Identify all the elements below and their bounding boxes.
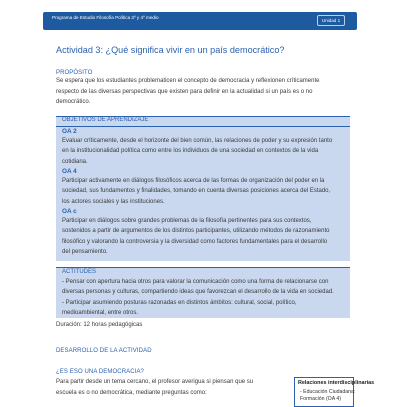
duration: Duración: 12 horas pedagógicas [56, 322, 143, 328]
unit-badge: Unidad 1 [317, 15, 345, 26]
oa-line: del pensamiento. [62, 249, 108, 256]
attitudes-label: ACTITUDES [62, 269, 97, 275]
oa-code: OA 2 [62, 128, 77, 135]
question-heading: ¿ES ESO UNA DEMOCRACIA? [56, 369, 144, 375]
oa-line: filosófico y valorando la controversia y la diversidad como factores fundamentales para el desarrollo [62, 238, 328, 245]
purpose-line: respecto de las diversas perspectivas que existen para definir en la actualidad si un país es o no [56, 88, 313, 95]
purpose-line: democrático. [56, 99, 91, 106]
objectives-sub-rule [56, 126, 350, 127]
body-line: escuela es o no democrática, mediante preguntas como: [56, 390, 207, 396]
activity-title: Actividad 3: ¿Qué significa vivir en un país democrático? [56, 45, 285, 55]
oa-line: Evaluar críticamente, desde el horizonte del bien común, las relaciones de poder y su expresión tanto [62, 138, 333, 144]
attitude-line: diversas personas y culturas, compartiendo ideas que favorezcan el desarrollo de la vida en sociedad. [62, 289, 334, 296]
interdisciplinary-title: Relaciones interdisciplinarias [298, 380, 375, 386]
attitude-line: - Participar asumiendo posturas razonadas en distintos ámbitos: cultural, social, político, [62, 299, 297, 306]
attitudes-top-rule [56, 267, 350, 268]
interdisciplinary-item: Formación (OA 4) [300, 396, 341, 402]
oa-line: sociedad, sus fundamentos y finalidades, tomando en cuenta diversas posiciones acerca del Estado, [62, 188, 331, 195]
purpose-label: PROPÓSITO [56, 70, 93, 76]
interdisciplinary-item: - Educación Ciudadana: [300, 389, 356, 395]
oa-code: OA c [62, 208, 77, 215]
body-line: Para partir desde un tema cercano, el profesor averigua si piensan que su [56, 379, 254, 385]
program-title: Programa de Estudio Filosofía Política 3º y 4º medio [52, 15, 159, 20]
oa-code: OA 4 [62, 168, 77, 175]
attitude-line: medioambiental, entre otros. [62, 310, 139, 317]
purpose-text [56, 76, 350, 108]
oa-line: sostenidos a partir de argumentos de los distintos participantes, utilizando métodos de razonamiento [62, 228, 330, 235]
attitude-line: - Pensar con apertura hacia otros para valorar la comunicación como una forma de relacionarse con [62, 279, 329, 285]
oa-line: Participar en diálogos sobre grandes problemas de la filosofía pertinentes para sus contextos, [62, 218, 312, 224]
oa-line: los actores sociales y las instituciones. [62, 198, 165, 205]
oa-text [62, 216, 347, 258]
objectives-label: OBJETIVOS DE APRENDIZAJE [62, 117, 149, 123]
oa-text [62, 136, 347, 167]
oa-line: en la institucionalidad política como entre los individuos de una sociedad en contextos de la vida [62, 148, 319, 155]
development-label: DESARROLLO DE LA ACTIVIDAD [56, 348, 152, 354]
oa-text [62, 176, 347, 207]
attitudes-text [62, 277, 347, 319]
oa-line: cotidiana. [62, 158, 88, 165]
oa-line: Participar activamente en diálogos filosóficos acerca de las formas de organización del poder en la [62, 178, 325, 184]
purpose-line: Se espera que los estudiantes problematicen el concepto de democracia y reflexionen críticamente [56, 78, 320, 84]
